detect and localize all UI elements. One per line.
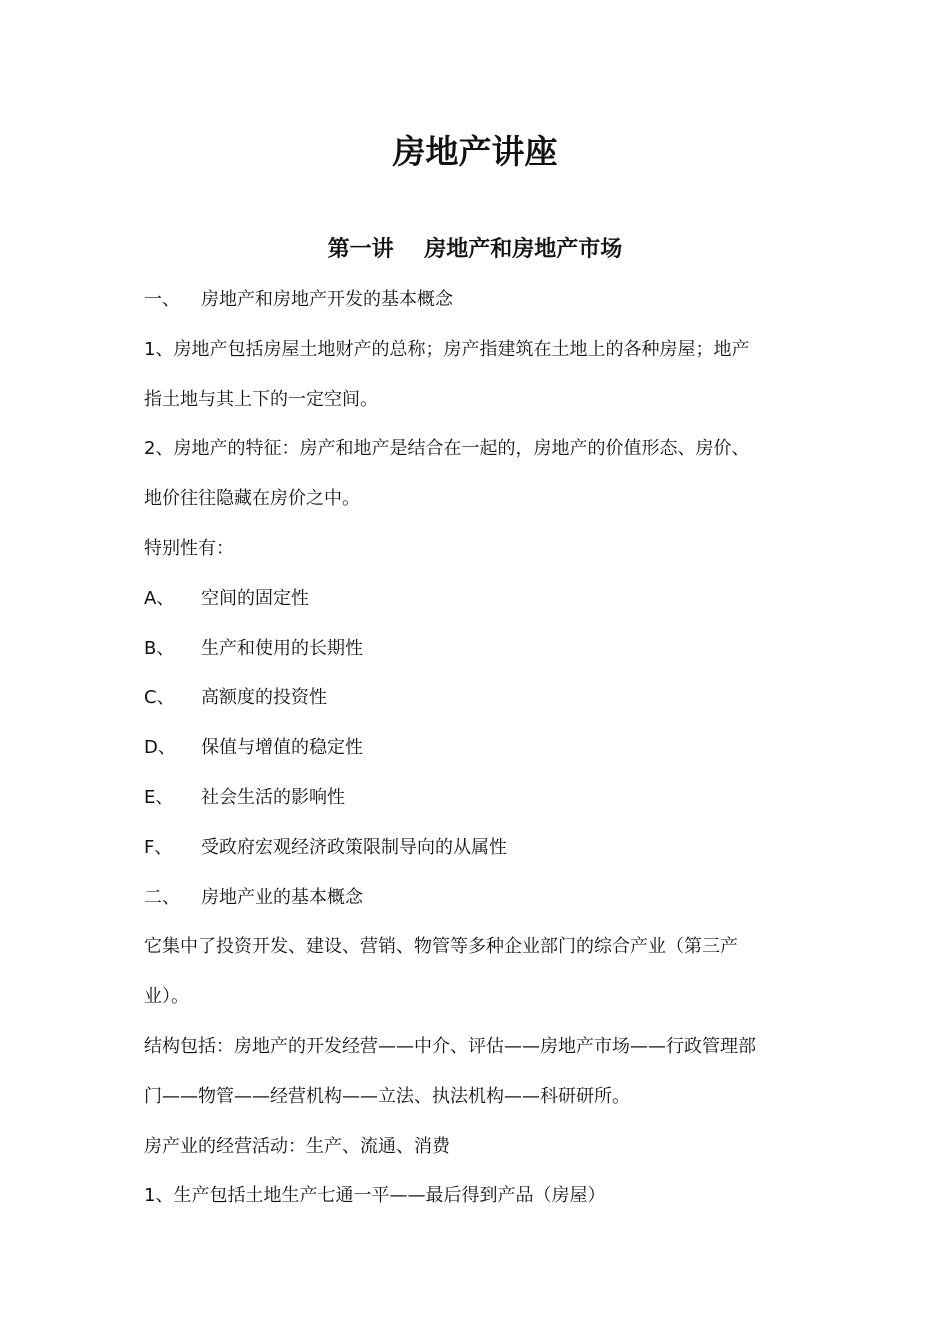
- paragraph-line: 结构包括：房地产的开发经营——中介、评估——房地产市场——行政管理部: [144, 1035, 756, 1057]
- section-marker: 一、: [144, 289, 180, 310]
- document-title: 房地产讲座: [392, 132, 558, 171]
- characteristic-item: [144, 728, 814, 778]
- section-marker: 二、: [144, 886, 180, 908]
- paragraph-line: 地价往往隐藏在房价之中。: [144, 488, 360, 510]
- paragraph-line: 房产业的经营活动：生产、流通、消费: [144, 1135, 450, 1157]
- characteristic-item: [144, 678, 814, 728]
- paragraph-line: 门——物管——经营机构——立法、执法机构——科研研所。: [144, 1085, 630, 1107]
- paragraph-line: 它集中了投资开发、建设、营销、物管等多种企业部门的综合产业（第三产: [144, 936, 738, 958]
- characteristic-item: [144, 828, 814, 878]
- item-text: 生产和使用的长期性: [201, 637, 363, 659]
- item-text: 社会生活的影响性: [201, 786, 345, 808]
- paragraph-line: 1、生产包括土地生产七通一平——最后得到产品（房屋）: [144, 1185, 606, 1207]
- paragraph-line: 指土地与其上下的一定空间。: [144, 388, 378, 410]
- characteristic-item: [144, 579, 814, 629]
- paragraph-line: 业）。: [144, 986, 189, 1008]
- item-marker: D、: [144, 737, 176, 759]
- item-text: 空间的固定性: [201, 587, 309, 609]
- characteristic-item: [144, 778, 814, 828]
- special-intro: 特别性有：: [144, 537, 234, 559]
- item-text: 受政府宏观经济政策限制导向的从属性: [201, 836, 507, 858]
- document-body: [144, 280, 814, 1226]
- section-text: 房地产和房地产开发的基本概念: [201, 289, 453, 310]
- paragraph-line: 2、房地产的特征：房产和地产是结合在一起的，房地产的价值形态、房价、: [144, 438, 750, 460]
- paragraph-line: 1、房地产包括房屋土地财产的总称；房产指建筑在土地上的各种房屋；地产: [144, 338, 750, 360]
- lecture-title: 第一讲 房地产和房地产市场: [327, 237, 623, 262]
- characteristic-item: [144, 629, 814, 679]
- section-text: 房地产业的基本概念: [201, 886, 363, 908]
- item-text: 高额度的投资性: [201, 687, 327, 709]
- item-marker: E、: [144, 786, 174, 808]
- item-marker: A、: [144, 587, 175, 609]
- item-marker: C、: [144, 687, 175, 709]
- item-marker: F、: [144, 836, 173, 858]
- item-marker: B、: [144, 637, 175, 659]
- section-heading-1: [144, 280, 814, 330]
- section-heading-2: [144, 878, 814, 928]
- item-text: 保值与增值的稳定性: [201, 737, 363, 759]
